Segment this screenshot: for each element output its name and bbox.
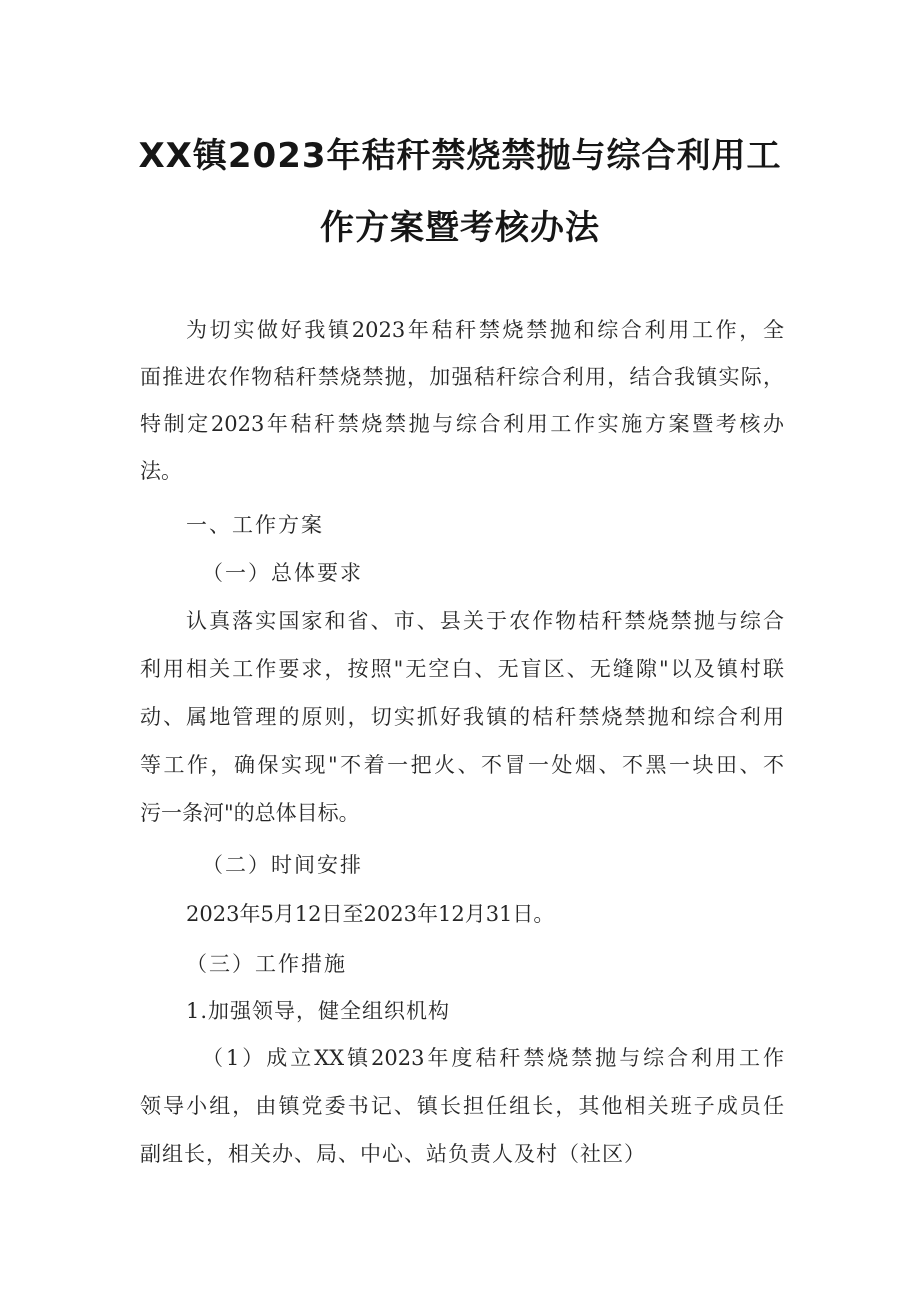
- intro-line-3: 特制定2023年秸秆禁烧禁抛与综合利用工作实施方案暨考核办: [140, 412, 784, 436]
- measure-item-1-heading: 1.加强领导，健全组织机构: [186, 999, 451, 1023]
- requirements-line-4: 等工作，确保实现"不着一把火、不冒一处烟、不黑一块田、不: [140, 753, 784, 777]
- requirements-line-5: 污一条河"的总体目标。: [140, 801, 360, 825]
- measure-item-1-line-2: 领导小组，由镇党委书记、镇长担任组长，其他相关班子成员任: [140, 1094, 784, 1118]
- requirements-line-2: 利用相关工作要求，按照"无空白、无盲区、无缝隙"以及镇村联: [140, 657, 784, 681]
- measure-item-1-line-1: （1）成立XX镇2023年度秸秆禁烧禁抛与综合利用工作: [202, 1046, 784, 1070]
- requirements-line-1: 认真落实国家和省、市、县关于农作物桔秆禁烧禁抛与综合: [186, 609, 784, 633]
- subsection-heading-schedule: （二）时间安排: [202, 853, 363, 877]
- subsection-heading-measures: （三）工作措施: [186, 952, 347, 976]
- intro-line-4: 法。: [140, 459, 182, 483]
- document-title-line-2: 作方案暨考核办法: [320, 208, 600, 248]
- intro-line-2: 面推进农作物秸秆禁烧禁抛，加强秸秆综合利用，结合我镇实际，: [140, 365, 784, 389]
- section-heading-work-plan: 一、工作方案: [186, 513, 324, 537]
- requirements-line-3: 动、属地管理的原则，切实抓好我镇的桔秆禁烧禁抛和综合利用: [140, 705, 784, 729]
- schedule-text: 2023年5月12日至2023年12月31日。: [186, 902, 555, 926]
- document-title-line-1: XX镇2023年秸秆禁烧禁抛与综合利用工: [138, 136, 782, 176]
- measure-item-1-line-3: 副组长，相关办、局、中心、站负责人及村（社区）: [140, 1142, 646, 1166]
- intro-line-1: 为切实做好我镇2023年秸秆禁烧禁抛和综合利用工作，全: [186, 318, 784, 342]
- subsection-heading-overall-requirements: （一）总体要求: [202, 561, 363, 585]
